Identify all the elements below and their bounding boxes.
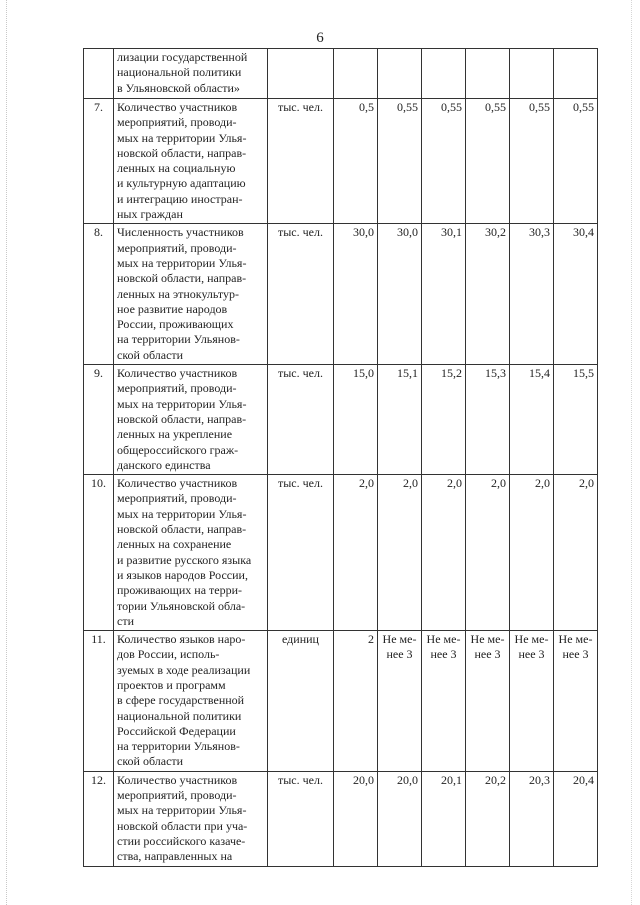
value-cell: 30,0 [378, 224, 422, 365]
indicator-name-line: мероприятий, проводи- [117, 381, 237, 396]
indicator-name-line: ных граждан [117, 207, 183, 222]
indicator-name-line: проживающих на терри- [117, 583, 243, 598]
indicator-name [114, 365, 268, 475]
indicator-name-line: мероприятий, проводи- [117, 240, 237, 255]
value-cell: 15,3 [466, 365, 510, 475]
indicator-name [114, 475, 268, 631]
indicator-name-line: Российской Федерации [117, 723, 236, 738]
indicator-name [114, 99, 268, 224]
indicators-table [83, 48, 598, 867]
indicator-name-line: данского единства [117, 457, 211, 472]
indicator-name-line: дов России, исполь- [117, 647, 220, 662]
value-cell: 30,4 [554, 224, 598, 365]
row-number: 8. [84, 224, 114, 365]
value-cell: 20,0 [334, 771, 378, 866]
indicator-name-line: России, проживающих [117, 317, 234, 332]
value-cell: 15,1 [378, 365, 422, 475]
unit-of-measure: тыс. чел. [268, 224, 334, 365]
unit-of-measure: тыс. чел. [268, 99, 334, 224]
value-cell: 0,55 [554, 99, 598, 224]
indicator-name-line: новской области, направ- [117, 145, 247, 160]
table-body [84, 49, 598, 867]
value-cell: 2,0 [554, 475, 598, 631]
indicator-name-line: новской области при уча- [117, 818, 248, 833]
unit-of-measure: единиц [268, 631, 334, 772]
value-cell: 2,0 [510, 475, 554, 631]
value-cell: 2,0 [378, 475, 422, 631]
indicator-name-line: ленных на социальную [117, 161, 236, 176]
value-cell: 0,55 [510, 99, 554, 224]
indicator-name-line: новской области, направ- [117, 271, 247, 286]
value-cell: Не ме- нее 3 [510, 631, 554, 772]
indicator-name-line: Численность участников [117, 225, 244, 240]
value-cell: Не ме- нее 3 [466, 631, 510, 772]
value-cell: 2,0 [466, 475, 510, 631]
indicator-name-line: и языков народов России, [117, 567, 248, 582]
value-cell: 15,4 [510, 365, 554, 475]
value-cell [378, 49, 422, 99]
value-cell [334, 49, 378, 99]
value-cell [554, 49, 598, 99]
indicator-name-line: национальной политики [117, 65, 242, 80]
value-cell: 20,3 [510, 771, 554, 866]
row-number: 11. [84, 631, 114, 772]
scan-edge-right [631, 0, 634, 905]
value-cell: 0,55 [378, 99, 422, 224]
scan-edge-left [6, 0, 9, 905]
indicator-name-line: ства, направленных на [117, 849, 233, 864]
table-row [84, 224, 598, 365]
unit-of-measure: тыс. чел. [268, 475, 334, 631]
value-cell: 20,0 [378, 771, 422, 866]
unit-of-measure: тыс. чел. [268, 365, 334, 475]
table-row [84, 49, 598, 99]
indicator-name-line: в сфере государственной [117, 693, 245, 708]
table-row [84, 771, 598, 866]
value-cell: Не ме- нее 3 [554, 631, 598, 772]
value-cell: 2 [334, 631, 378, 772]
indicator-name-line: мых на территории Улья- [117, 396, 247, 411]
unit-of-measure [268, 49, 334, 99]
indicator-name-line: на территории Ульянов- [117, 739, 240, 754]
value-cell: 30,0 [334, 224, 378, 365]
indicator-name-line: Количество участников [117, 772, 238, 787]
indicator-name [114, 631, 268, 772]
indicator-name-line: ской области [117, 347, 184, 362]
indicator-name-line: на территории Ульянов- [117, 332, 240, 347]
indicator-name-line: Количество участников [117, 366, 238, 381]
indicator-name-line: в Ульяновской области» [117, 80, 240, 95]
indicator-name-line: мероприятий, проводи- [117, 115, 237, 130]
indicator-name-line: ленных на укрепление [117, 427, 233, 442]
indicator-name-line: ное развитие народов [117, 301, 228, 316]
indicator-name-line: зуемых в ходе реализации [117, 662, 251, 677]
value-cell: 0,55 [466, 99, 510, 224]
indicator-name [114, 771, 268, 866]
value-cell [422, 49, 466, 99]
indicator-name [114, 49, 268, 99]
indicator-name-line: мероприятий, проводи- [117, 491, 237, 506]
value-cell: 15,5 [554, 365, 598, 475]
indicator-name-line: Количество участников [117, 476, 238, 491]
indicator-name-line: мых на территории Улья- [117, 255, 247, 270]
value-cell: 30,2 [466, 224, 510, 365]
indicator-name-line: стии российского казаче- [117, 833, 246, 848]
row-number: 7. [84, 99, 114, 224]
indicator-name-line: проектов и программ [117, 677, 226, 692]
value-cell: 0,55 [422, 99, 466, 224]
row-number [84, 49, 114, 99]
value-cell: Не ме- нее 3 [422, 631, 466, 772]
indicator-name-line: лизации государственной [117, 50, 248, 64]
indicator-name-line: и интеграцию иностран- [117, 191, 243, 206]
row-number: 9. [84, 365, 114, 475]
value-cell: 30,3 [510, 224, 554, 365]
indicator-name-line: Количество языков наро- [117, 632, 246, 647]
value-cell: 20,1 [422, 771, 466, 866]
unit-of-measure: тыс. чел. [268, 771, 334, 866]
value-cell: 20,4 [554, 771, 598, 866]
value-cell: 15,2 [422, 365, 466, 475]
value-cell: Не ме- нее 3 [378, 631, 422, 772]
table-row [84, 365, 598, 475]
indicator-name-line: национальной политики [117, 708, 242, 723]
page-number: 6 [316, 30, 324, 46]
indicator-name-line: сти [117, 613, 134, 628]
value-cell: 20,2 [466, 771, 510, 866]
row-number: 10. [84, 475, 114, 631]
row-number: 12. [84, 771, 114, 866]
value-cell: 30,1 [422, 224, 466, 365]
indicator-name-line: мых на территории Улья- [117, 803, 247, 818]
indicator-name-line: общероссийского граж- [117, 442, 239, 457]
indicator-name-line: мых на территории Улья- [117, 130, 247, 145]
value-cell [510, 49, 554, 99]
table-row [84, 631, 598, 772]
value-cell [466, 49, 510, 99]
value-cell: 2,0 [422, 475, 466, 631]
value-cell: 0,5 [334, 99, 378, 224]
table-row [84, 99, 598, 224]
indicator-name-line: мых на территории Улья- [117, 506, 247, 521]
indicator-name-line: ленных на этнокультур- [117, 286, 240, 301]
indicator-name-line: Количество участников [117, 100, 238, 114]
value-cell: 2,0 [334, 475, 378, 631]
indicator-name [114, 224, 268, 365]
indicator-name-line: и культурную адаптацию [117, 176, 246, 191]
indicator-name-line: ской области [117, 754, 184, 769]
table-row [84, 475, 598, 631]
indicator-name-line: и развитие русского языка [117, 552, 252, 567]
indicator-name-line: тории Ульяновской обла- [117, 598, 246, 613]
value-cell: 15,0 [334, 365, 378, 475]
indicator-name-line: ленных на сохранение [117, 537, 232, 552]
indicator-name-line: мероприятий, проводи- [117, 788, 237, 803]
indicator-name-line: новской области, направ- [117, 522, 247, 537]
indicator-name-line: новской области, направ- [117, 411, 247, 426]
